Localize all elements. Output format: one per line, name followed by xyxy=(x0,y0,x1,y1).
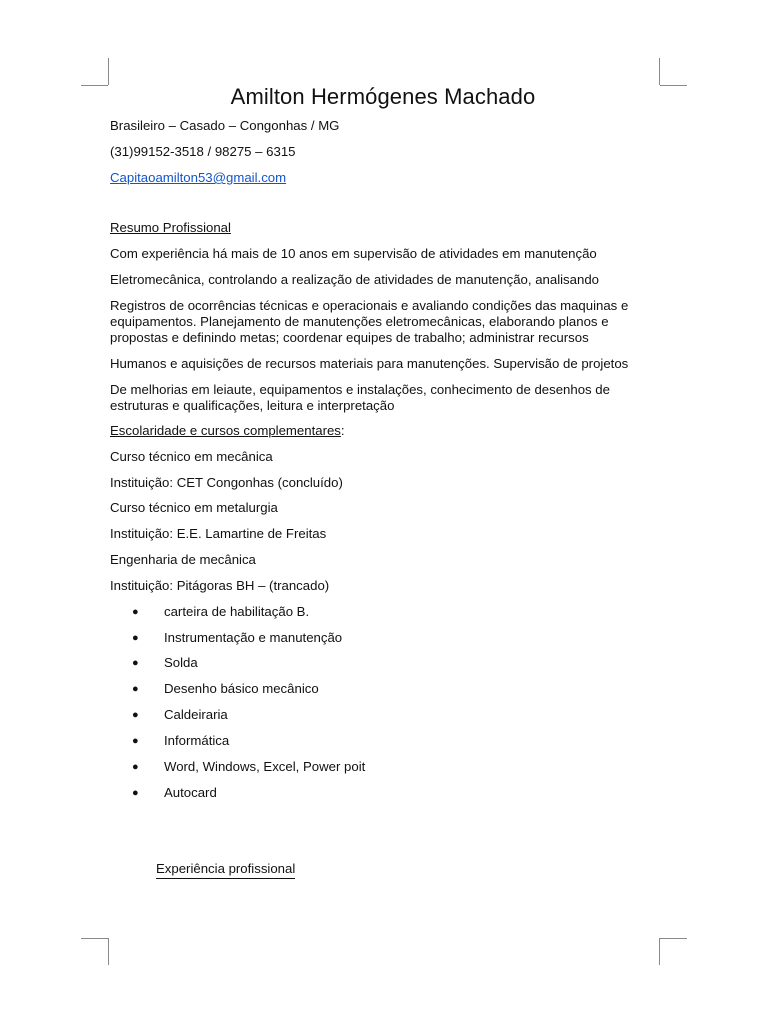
crop-mark xyxy=(659,938,660,965)
email-line xyxy=(110,170,650,186)
summary-paragraph: Eletromecânica, controlando a realização de atividades de manutenção, analisando xyxy=(110,272,599,287)
list-item: ● Caldeiraria xyxy=(132,707,228,722)
bullet-icon: ● xyxy=(132,632,139,644)
education-title: Escolaridade e cursos complementares xyxy=(110,423,341,438)
list-item: ● Desenho básico mecânico xyxy=(132,681,319,696)
education-heading xyxy=(110,423,650,439)
summary-title: Resumo Profissional xyxy=(110,220,231,235)
personal-info: Brasileiro – Casado – Congonhas / MG xyxy=(110,118,340,133)
email-link[interactable]: Capitaoamilton53@gmail.com xyxy=(110,170,287,185)
bullet-icon: ● xyxy=(132,657,139,669)
crop-mark xyxy=(659,58,660,85)
crop-mark xyxy=(108,58,109,85)
bullet-icon: ● xyxy=(132,735,139,747)
education-line: Instituição: Pitágoras BH – (trancado) xyxy=(110,578,330,593)
education-line: Engenharia de mecânica xyxy=(110,552,256,567)
summary-paragraph: De melhorias em leiaute, equipamentos e instalações, conhecimento de desenhos de estruturas e qualificações, leitura e interpretação xyxy=(110,382,610,413)
crop-mark xyxy=(660,85,687,86)
crop-mark xyxy=(108,938,109,965)
education-line: Curso técnico em mecânica xyxy=(110,449,273,464)
crop-mark xyxy=(81,938,108,939)
bullet-icon: ● xyxy=(132,683,139,695)
experience-title: Experiência profissional xyxy=(156,861,295,879)
phone-numbers: (31)99152-3518 / 98275 – 6315 xyxy=(110,144,296,159)
crop-mark xyxy=(660,938,687,939)
crop-mark xyxy=(81,85,108,86)
education-line: Curso técnico em metalurgia xyxy=(110,500,278,515)
skills-list xyxy=(110,604,650,801)
summary-paragraph: Registros de ocorrências técnicas e operacionais e avaliando condições das maquinas e equipamentos. Planejamento de manutenções eletromecânicas, elaborando planos e propostas e definindo metas; coordenar equipes de trabalho; administrar recursos xyxy=(110,298,629,345)
bullet-icon: ● xyxy=(132,761,139,773)
list-item: ● Solda xyxy=(132,655,198,670)
list-item: ● carteira de habilitação B. xyxy=(132,604,310,619)
summary-paragraph: Com experiência há mais de 10 anos em supervisão de atividades em manutenção xyxy=(110,246,597,261)
list-item: ● Word, Windows, Excel, Power poit xyxy=(132,759,366,774)
bullet-icon: ● xyxy=(132,709,139,721)
bullet-icon: ● xyxy=(132,606,139,618)
education-line: Instituição: E.E. Lamartine de Freitas xyxy=(110,526,327,541)
resume-name: Amilton Hermógenes Machado xyxy=(230,84,536,109)
education-line: Instituição: CET Congonhas (concluído) xyxy=(110,475,343,490)
resume-content xyxy=(110,84,650,801)
list-item: ● Instrumentação e manutenção xyxy=(132,630,343,645)
list-item: ● Informática xyxy=(132,733,230,748)
education-title-suffix: : xyxy=(340,423,345,438)
list-item: ● Autocard xyxy=(132,785,217,800)
experience-heading xyxy=(156,861,295,879)
summary-paragraph: Humanos e aquisições de recursos materiais para manutenções. Supervisão de projetos xyxy=(110,356,629,371)
bullet-icon: ● xyxy=(132,787,139,799)
